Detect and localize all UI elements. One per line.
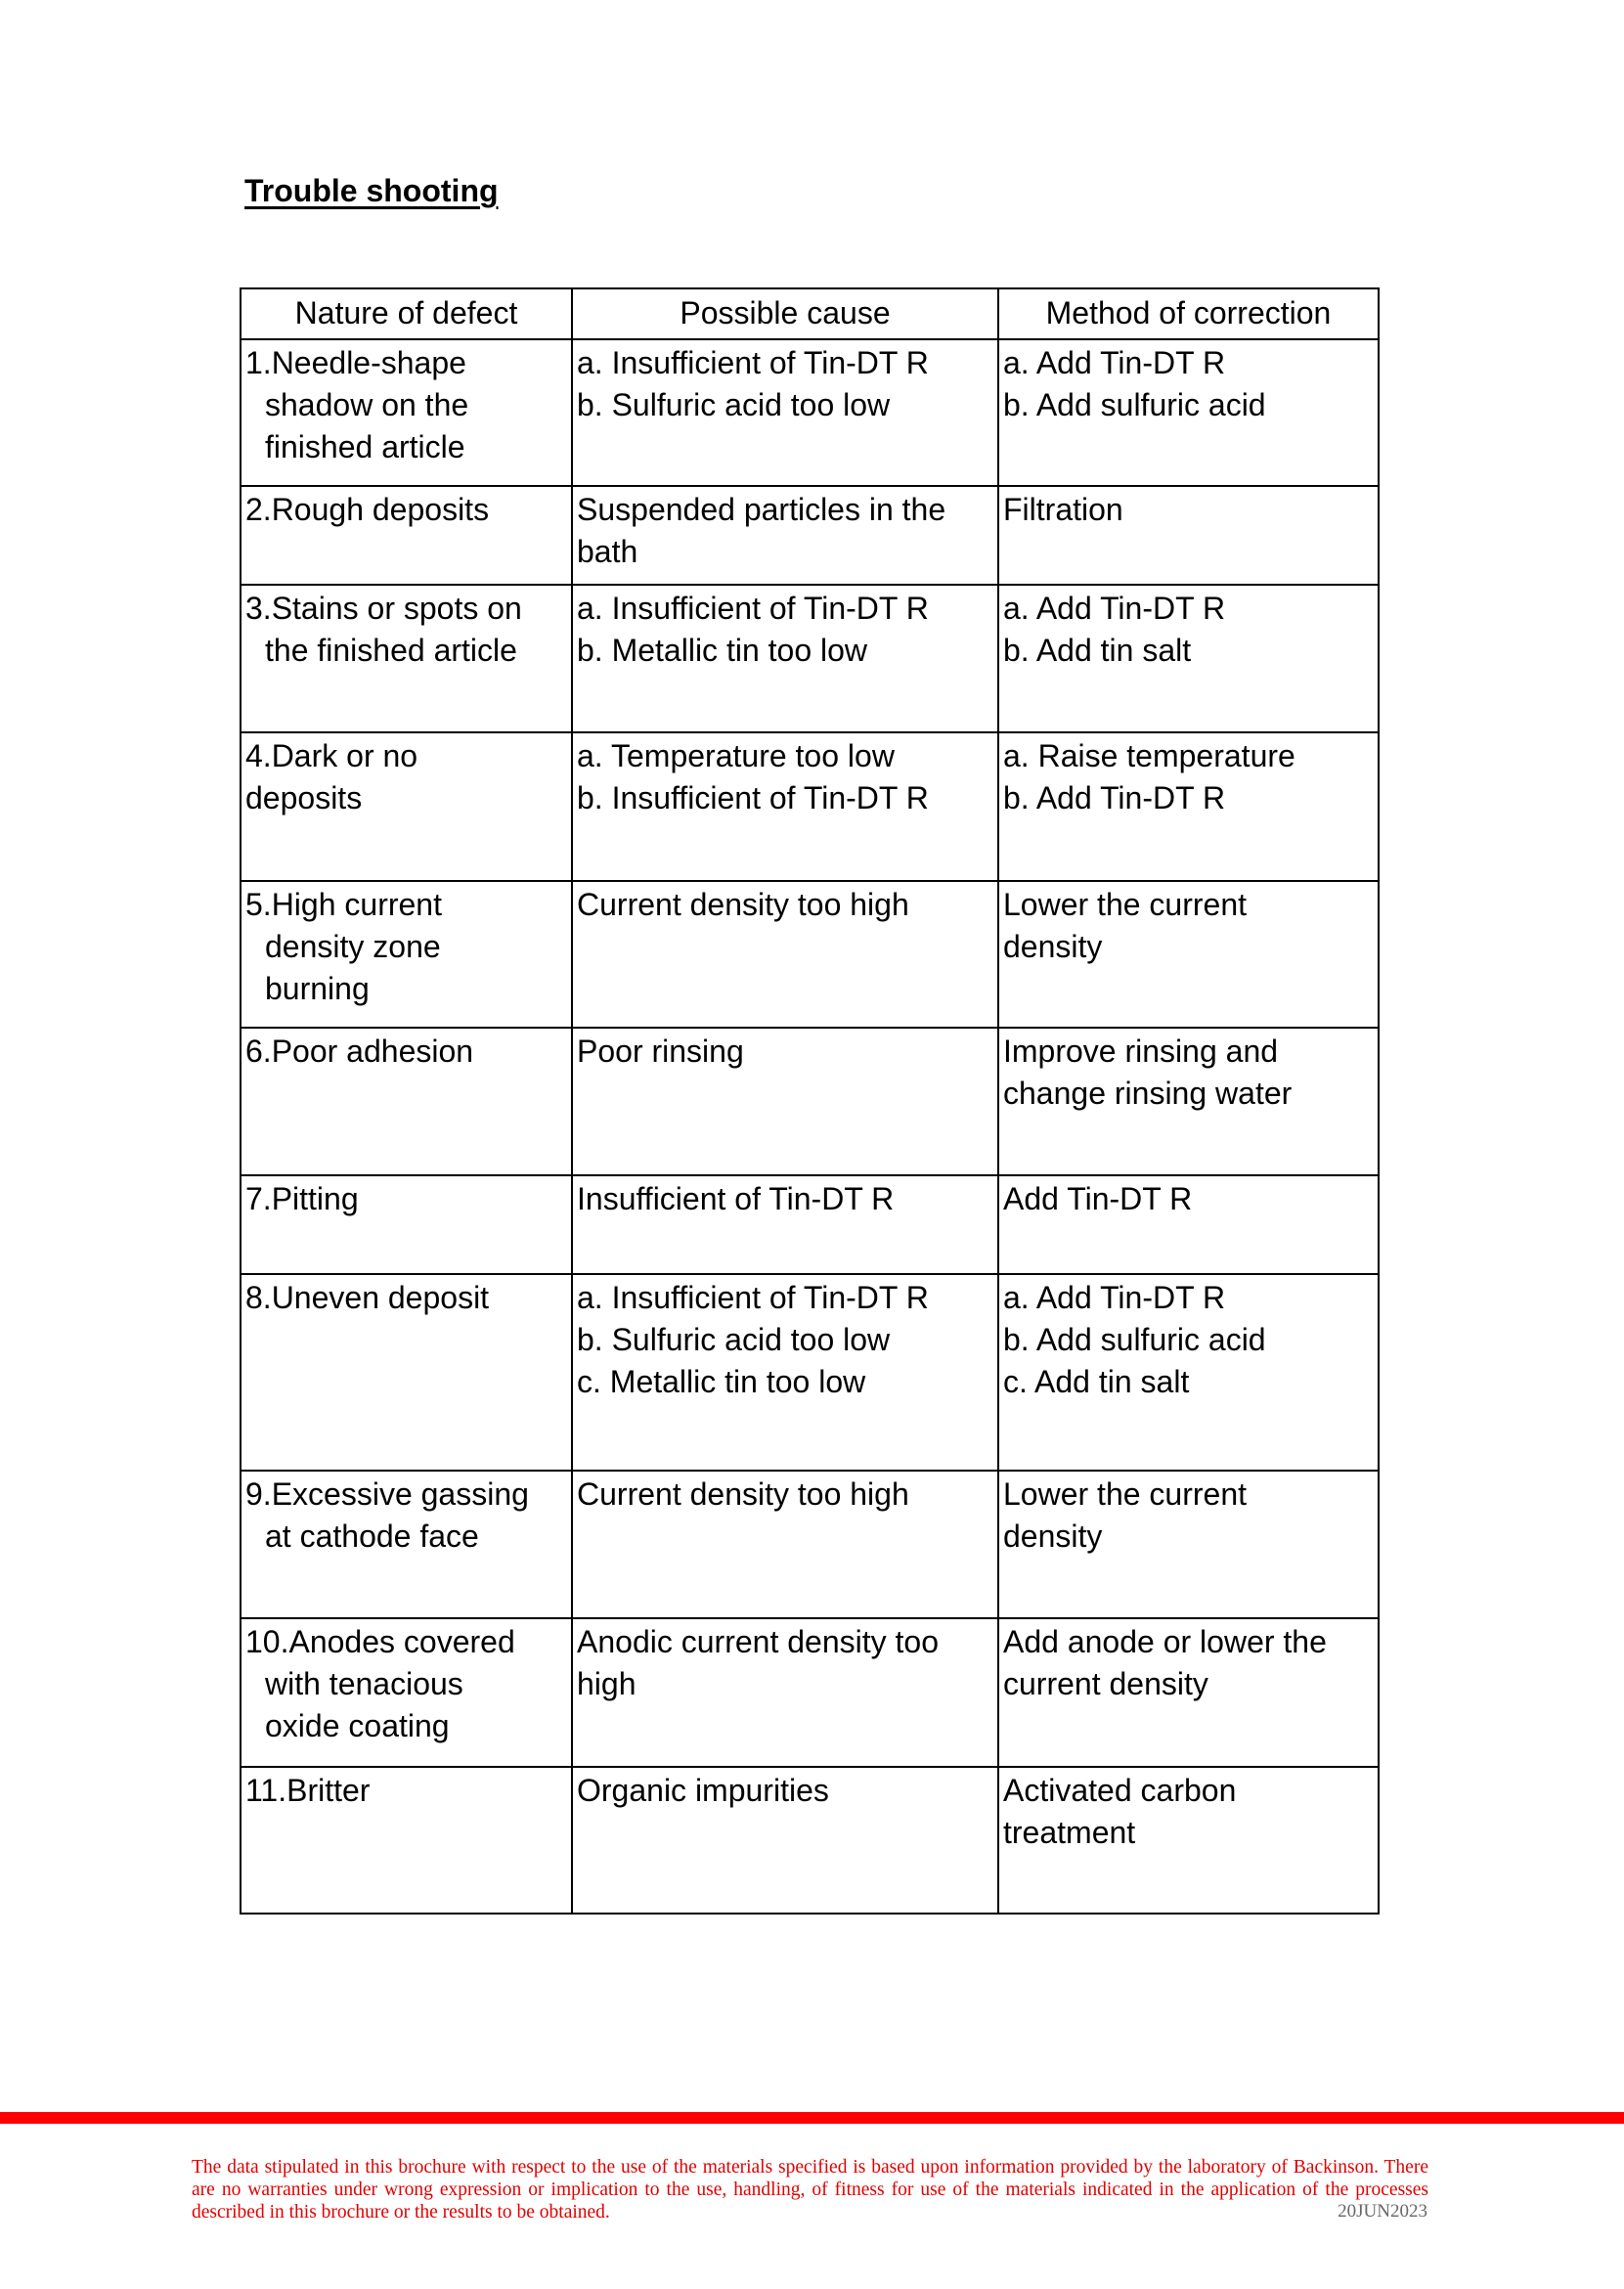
table-row: [241, 1767, 1379, 1914]
defect-line: 11.Britter: [245, 1773, 371, 1808]
cell-correction: [998, 1471, 1379, 1618]
correction-line: Add anode or lower the: [1003, 1624, 1327, 1659]
table-row: [241, 1274, 1379, 1471]
cell-cause: [572, 1618, 998, 1767]
table-row: [241, 585, 1379, 732]
cell-defect: [241, 1175, 572, 1274]
cell-defect: [241, 1274, 572, 1471]
cause-line: Suspended particles in the: [577, 492, 946, 527]
footer-disclaimer: The data stipulated in this brochure with respect to the use of the materials specified is based upon information provided by the laboratory of Backinson. There are no warranties under wrong expression or implication to the use, handling, of fitness for use of the materials indicated in the application of the processes described in this brochure or the results to be obtained.: [192, 2157, 1428, 2223]
correction-line: b. Add tin salt: [1003, 633, 1192, 669]
defect-line: 8.Uneven deposit: [245, 1280, 490, 1315]
cell-correction: [998, 1028, 1379, 1175]
correction-line: density: [1003, 1519, 1103, 1555]
correction-line: Add Tin-DT R: [1003, 1181, 1193, 1216]
cell-defect: [241, 732, 572, 881]
defect-line: 5.High current: [245, 887, 442, 922]
defect-line: burning: [265, 971, 370, 1007]
cell-defect: [241, 339, 572, 486]
cell-defect: [241, 1028, 572, 1175]
correction-line: change rinsing water: [1003, 1076, 1293, 1112]
cause-line: Current density too high: [577, 887, 909, 922]
correction-line: c. Add tin salt: [1003, 1364, 1190, 1400]
defect-line: 2.Rough deposits: [245, 492, 490, 527]
cause-line: Anodic current density too: [577, 1624, 939, 1659]
correction-line: Lower the current: [1003, 1476, 1248, 1512]
cell-defect: [241, 1618, 572, 1767]
cause-line: a. Insufficient of Tin-DT R: [577, 591, 929, 626]
correction-line: b. Add sulfuric acid: [1003, 1322, 1266, 1358]
cell-cause: [572, 339, 998, 486]
defect-line: finished article: [265, 429, 465, 465]
cause-line: Current density too high: [577, 1476, 909, 1512]
cell-cause: [572, 486, 998, 585]
defect-line: at cathode face: [265, 1519, 479, 1555]
cell-defect: [241, 486, 572, 585]
cell-cause: [572, 1274, 998, 1471]
defect-line: 1.Needle-shape: [245, 345, 466, 380]
cause-line: Insufficient of Tin-DT R: [577, 1181, 895, 1216]
cell-correction: [998, 732, 1379, 881]
correction-line: a. Add Tin-DT R: [1003, 345, 1226, 380]
table-row: [241, 339, 1379, 486]
cell-correction: [998, 881, 1379, 1028]
page-title: Trouble shooting: [244, 173, 499, 208]
defect-line: 10.Anodes covered: [245, 1624, 515, 1659]
defect-line: density zone: [265, 929, 441, 965]
cell-defect: [241, 585, 572, 732]
cause-line: Organic impurities: [577, 1773, 829, 1808]
cell-correction: [998, 339, 1379, 486]
cause-line: a. Insufficient of Tin-DT R: [577, 345, 929, 380]
cause-line: b. Sulfuric acid too low: [577, 1322, 891, 1358]
correction-line: treatment: [1003, 1815, 1136, 1851]
correction-line: b. Add Tin-DT R: [1003, 780, 1226, 816]
cause-line: b. Sulfuric acid too low: [577, 387, 891, 423]
cause-line: b. Insufficient of Tin-DT R: [577, 780, 929, 816]
cell-defect: [241, 881, 572, 1028]
correction-line: density: [1003, 929, 1103, 965]
column-header-cause: Possible cause: [572, 288, 998, 339]
table-row: [241, 1028, 1379, 1175]
cause-line: b. Metallic tin too low: [577, 633, 868, 669]
troubleshooting-table: [240, 287, 1380, 1915]
cell-correction: [998, 486, 1379, 585]
cell-cause: [572, 585, 998, 732]
footer-red-bar: [0, 2112, 1624, 2124]
defect-line: shadow on the: [265, 387, 469, 423]
table-row: [241, 1471, 1379, 1618]
defect-line: 4.Dark or no: [245, 738, 418, 773]
cell-cause: [572, 1767, 998, 1914]
table-row: [241, 1175, 1379, 1274]
cause-line: a. Temperature too low: [577, 738, 895, 773]
defect-line: deposits: [245, 780, 363, 816]
defect-line: 7.Pitting: [245, 1181, 359, 1216]
table-row: [241, 881, 1379, 1028]
correction-line: current density: [1003, 1666, 1208, 1702]
correction-line: a. Add Tin-DT R: [1003, 591, 1226, 626]
correction-line: Lower the current: [1003, 887, 1248, 922]
correction-line: Activated carbon: [1003, 1773, 1237, 1808]
defect-line: the finished article: [265, 633, 517, 669]
table-body: [241, 339, 1379, 1914]
cell-correction: [998, 1274, 1379, 1471]
cell-defect: [241, 1767, 572, 1914]
column-header-correction: Method of correction: [998, 288, 1379, 339]
cause-line: a. Insufficient of Tin-DT R: [577, 1280, 929, 1315]
defect-line: 3.Stains or spots on: [245, 591, 522, 626]
cell-cause: [572, 881, 998, 1028]
cell-cause: [572, 1028, 998, 1175]
correction-line: Improve rinsing and: [1003, 1034, 1279, 1069]
cause-line: c. Metallic tin too low: [577, 1364, 866, 1400]
cell-cause: [572, 1175, 998, 1274]
table-header-row: [241, 288, 1379, 339]
correction-line: a. Raise temperature: [1003, 738, 1295, 773]
cell-correction: [998, 1618, 1379, 1767]
cell-correction: [998, 585, 1379, 732]
table-row: [241, 486, 1379, 585]
cause-line: high: [577, 1666, 636, 1702]
footer-date: 20JUN2023: [1338, 2201, 1427, 2222]
table-row: [241, 732, 1379, 881]
correction-line: a. Add Tin-DT R: [1003, 1280, 1226, 1315]
cell-defect: [241, 1471, 572, 1618]
defect-line: 6.Poor adhesion: [245, 1034, 474, 1069]
cell-correction: [998, 1175, 1379, 1274]
cause-line: Poor rinsing: [577, 1034, 744, 1069]
cell-correction: [998, 1767, 1379, 1914]
defect-line: 9.Excessive gassing: [245, 1476, 529, 1512]
defect-line: with tenacious: [265, 1666, 463, 1702]
correction-line: b. Add sulfuric acid: [1003, 387, 1266, 423]
cell-cause: [572, 732, 998, 881]
cause-line: bath: [577, 534, 638, 570]
cell-cause: [572, 1471, 998, 1618]
column-header-defect: Nature of defect: [241, 288, 572, 339]
correction-line: Filtration: [1003, 492, 1123, 527]
table-row: [241, 1618, 1379, 1767]
defect-line: oxide coating: [265, 1708, 450, 1744]
